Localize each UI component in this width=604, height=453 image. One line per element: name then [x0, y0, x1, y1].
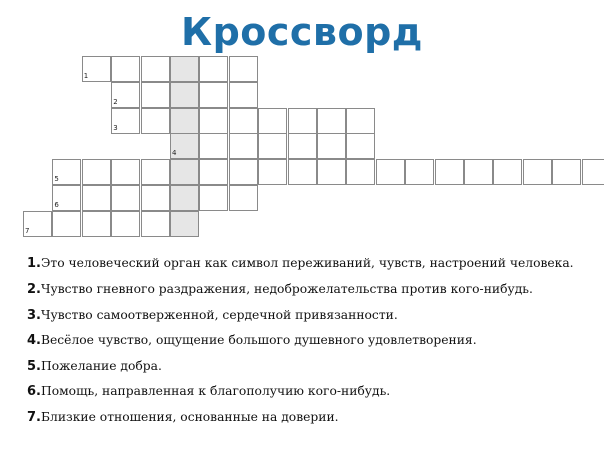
- clue-1: [27, 253, 582, 274]
- crossword-cell[interactable]: [52, 211, 81, 237]
- crossword-cell[interactable]: [229, 185, 258, 211]
- row-number: 5: [54, 175, 59, 184]
- crossword-cell[interactable]: [199, 185, 228, 211]
- clue-text: Помощь, направленная к благополучию кого-нибудь.: [40, 384, 391, 398]
- crossword-cell[interactable]: [258, 159, 287, 185]
- crossword-cell[interactable]: [435, 159, 464, 185]
- clue-list: [27, 253, 582, 430]
- clue-text: Чувство самоотверженной, сердечной привязанности.: [40, 307, 398, 322]
- crossword-cell[interactable]: [582, 159, 604, 185]
- clue-7: [27, 405, 582, 431]
- clue-text: Весёлое чувство, ощущение большого душевного удовлетворения.: [40, 333, 477, 347]
- clue-number: 3.: [27, 307, 41, 323]
- crossword-cell[interactable]: [317, 159, 346, 185]
- crossword-cell[interactable]: [346, 159, 375, 185]
- crossword-cell[interactable]: [111, 159, 140, 185]
- crossword-cell[interactable]: [111, 211, 140, 237]
- row-number: 7: [25, 226, 30, 235]
- crossword-cell[interactable]: [464, 159, 493, 185]
- crossword-cell[interactable]: [376, 159, 405, 185]
- crossword-cell[interactable]: [229, 133, 258, 159]
- key-word-cell[interactable]: [170, 211, 199, 237]
- crossword-cell[interactable]: [288, 133, 317, 159]
- crossword-cell[interactable]: [405, 159, 434, 185]
- crossword-cell[interactable]: [317, 133, 346, 159]
- clue-number: 5.: [27, 358, 41, 374]
- crossword-cell[interactable]: [141, 185, 170, 211]
- key-word-cell[interactable]: [170, 82, 199, 108]
- key-word-cell[interactable]: [170, 159, 199, 185]
- clue-text: Близкие отношения, основанные на доверии.: [40, 409, 339, 424]
- crossword-cell[interactable]: [229, 82, 258, 108]
- clue-text: Это человеческий орган как символ переживаний, чувств, настроений человека.: [40, 256, 574, 270]
- crossword-cell[interactable]: [229, 56, 258, 82]
- row-number: 3: [113, 123, 118, 132]
- clue-number: 6.: [27, 384, 41, 399]
- crossword-cell[interactable]: [317, 108, 346, 134]
- clue-number: 1.: [27, 256, 41, 271]
- crossword-cell[interactable]: [141, 82, 170, 108]
- crossword-cell[interactable]: [229, 159, 258, 185]
- row-number: 6: [54, 201, 59, 209]
- crossword-cell[interactable]: [493, 159, 522, 185]
- crossword-cell[interactable]: [82, 211, 111, 237]
- crossword-cell[interactable]: [288, 108, 317, 134]
- crossword-cell[interactable]: [199, 159, 228, 185]
- crossword-cell[interactable]: [258, 133, 287, 159]
- row-number: 4: [172, 149, 177, 158]
- row-number: 2: [113, 97, 118, 106]
- key-word-cell[interactable]: [170, 185, 199, 211]
- key-word-cell[interactable]: [170, 108, 199, 134]
- clue-5: [27, 354, 582, 380]
- crossword-cell[interactable]: [523, 159, 552, 185]
- crossword-cell[interactable]: [141, 56, 170, 82]
- clue-4: [27, 328, 582, 354]
- crossword-cell[interactable]: [199, 133, 228, 159]
- crossword-cell[interactable]: [141, 211, 170, 237]
- crossword-cell[interactable]: [346, 133, 375, 159]
- clue-3: [27, 303, 582, 329]
- crossword-cell[interactable]: [141, 159, 170, 185]
- crossword-cell[interactable]: [229, 108, 258, 134]
- crossword-cell[interactable]: [141, 108, 170, 134]
- clue-text: Пожелание добра.: [40, 358, 162, 373]
- crossword-cell[interactable]: [199, 56, 228, 82]
- clue-2: [27, 277, 582, 303]
- crossword-cell[interactable]: [111, 185, 140, 211]
- clue-6: [27, 379, 582, 405]
- crossword-cell[interactable]: [199, 108, 228, 134]
- clue-number: 4.: [27, 333, 41, 348]
- clue-text: Чувство гневного раздражения, недоброжелательства против кого-нибудь.: [40, 282, 533, 296]
- crossword-cell[interactable]: [346, 108, 375, 134]
- crossword-cell[interactable]: [288, 159, 317, 185]
- page-title: Кроссворд: [181, 10, 423, 54]
- row-number: 1: [83, 72, 89, 80]
- crossword-cell[interactable]: [111, 56, 140, 82]
- clue-number: 2.: [27, 282, 41, 297]
- crossword-cell[interactable]: [199, 82, 228, 108]
- key-word-cell[interactable]: [170, 56, 199, 82]
- crossword-cell[interactable]: [552, 159, 581, 185]
- crossword-cell[interactable]: [82, 185, 111, 211]
- crossword-cell[interactable]: [258, 108, 287, 134]
- crossword-cell[interactable]: [82, 159, 111, 185]
- clue-number: 7.: [27, 409, 41, 425]
